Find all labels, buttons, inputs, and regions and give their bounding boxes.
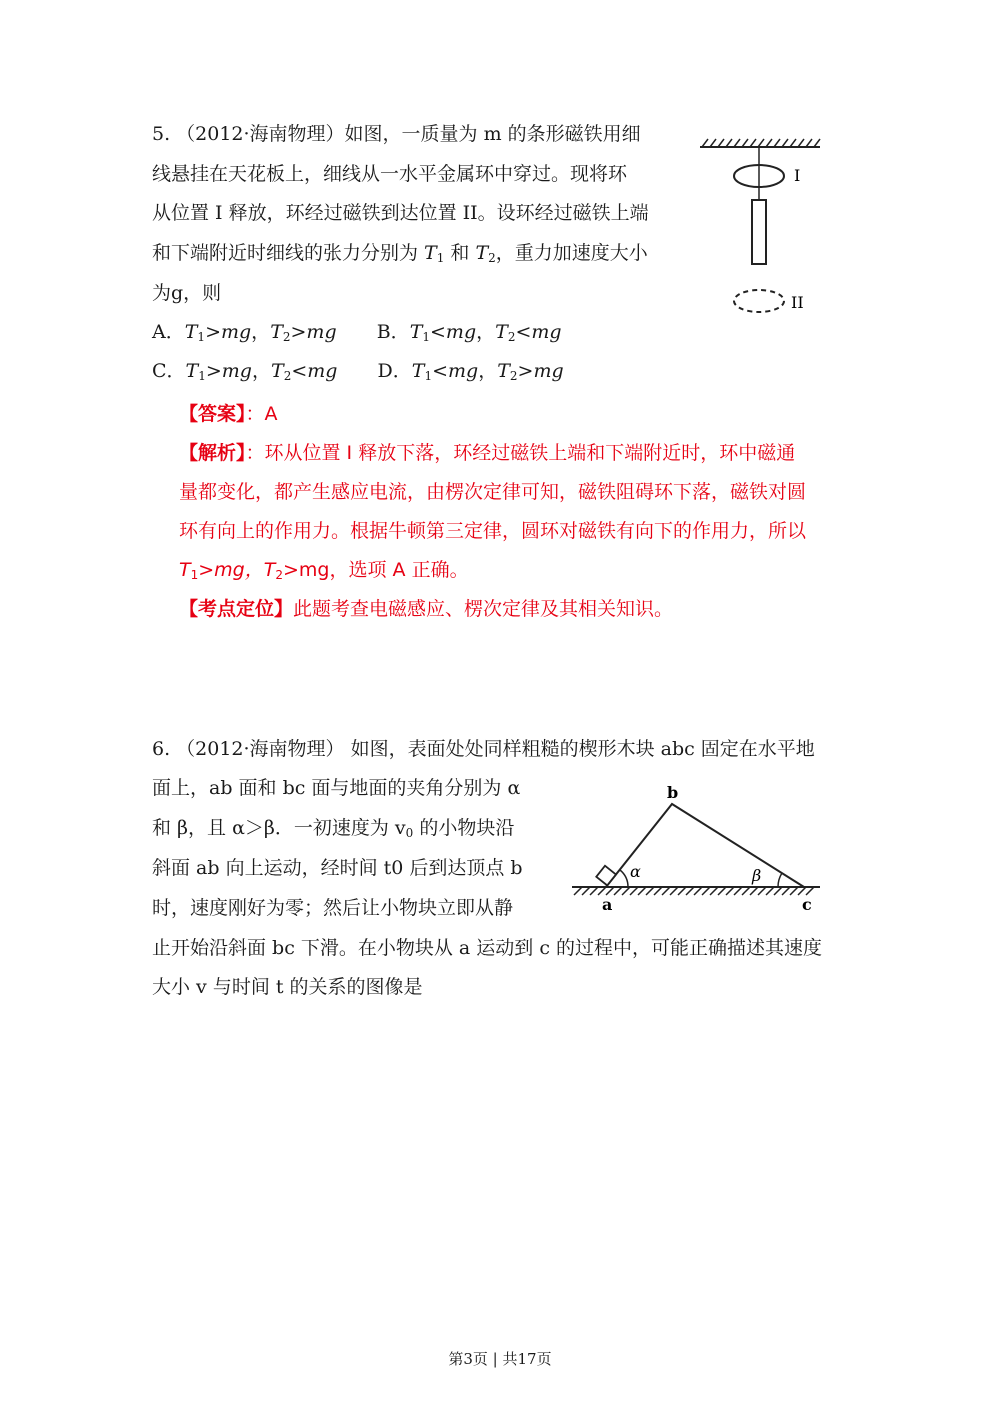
q5-stem-line-2: 线悬挂在天花板上，细线从一水平金属环中穿过。现将环 [152, 163, 628, 185]
label-b: b [667, 783, 679, 802]
q5-analysis-line-1: 【解析】：环从位置 I 释放下落，环经过磁铁上端和下端附近时，环中磁通 [179, 442, 796, 464]
page-footer: 第3页 | 共17页 [448, 1350, 552, 1368]
kaodian-tag: 【考点定位】 [179, 598, 294, 620]
answer-tag: 【答案】 [179, 403, 246, 425]
q6-line-6: 止开始沿斜面 bc 下滑。在小物块从 a 运动到 c 的过程中，可能正确描述其速度 [152, 937, 823, 959]
label-beta: β [752, 866, 762, 885]
q5-stem-line-3: 从位置 I 释放，环经过磁铁到达位置 II。设环经过磁铁上端 [152, 202, 649, 224]
small-block [596, 866, 616, 886]
q5-options-row-2 [152, 359, 564, 383]
label-position-1: I [794, 166, 801, 185]
q5-stem-line-1: 5. （2012·海南物理）如图，一质量为 m 的条形磁铁用细 [152, 123, 641, 145]
alpha-arc [620, 870, 628, 887]
wedge-figure [566, 780, 828, 915]
q5-stem-line-5: 为g，则 [152, 282, 222, 304]
analysis-tag: 【解析】 [179, 442, 246, 464]
label-alpha: α [630, 862, 641, 881]
q5-analysis-line-3: 环有向上的作用力。根据牛顿第三定律，圆环对磁铁有向下的作用力，所以 [179, 520, 807, 542]
label-c: c [802, 895, 812, 914]
q6-line-7: 大小 v 与时间 t 的关系的图像是 [152, 976, 423, 998]
q6-line-4: 斜面 ab 向上运动，经时间 t0 后到达顶点 b [152, 857, 523, 879]
q6-line-1: 6. （2012·海南物理） 如图，表面处处同样粗糙的楔形木块 abc 固定在水平地 [152, 738, 815, 760]
q6-line-5: 时，速度刚好为零；然后让小物块立即从静 [152, 897, 514, 919]
beta-arc [778, 873, 782, 887]
option-c: C．$T_1>mg$，$T_2<mg$ [152, 360, 338, 383]
q5-analysis-line-2: 量都变化，都产生感应电流，由楞次定律可知，磁铁阻碍环下落，磁铁对圆 [179, 481, 807, 503]
option-a: A．$T_1>mg$，$T_2>mg$ [152, 321, 337, 344]
ceiling-hatch [702, 139, 820, 147]
magnet-ring-figure [698, 138, 828, 320]
bar-magnet [752, 200, 766, 264]
label-position-2: II [791, 293, 804, 312]
q5-stem-line-4: 和下端附近时细线的张力分别为 $T_1$ 和 $T_2$，重力加速度大小 [152, 242, 648, 265]
label-a: a [602, 895, 613, 914]
q5-answer: 【答案】：A [179, 403, 278, 425]
q5-kaodian: 【考点定位】此题考查电磁感应、楞次定律及其相关知识。 [179, 598, 674, 620]
ring-position-2 [734, 290, 784, 312]
q6-line-2: 面上，ab 面和 bc 面与地面的夹角分别为 α [152, 777, 521, 799]
option-d: D．$T_1<mg$，$T_2>mg$ [377, 360, 564, 383]
ground-hatch [574, 887, 814, 895]
option-b: B．$T_1<mg$，$T_2<mg$ [376, 321, 562, 344]
q5-analysis-line-4: $T_1>mg$，$T_2>mg$，选项 A 正确。 [179, 559, 469, 582]
q6-line-3: 和 β，且 α＞β．一初速度为 $v_0$ 的小物块沿 [152, 817, 515, 840]
q5-options-row-1 [152, 320, 562, 344]
